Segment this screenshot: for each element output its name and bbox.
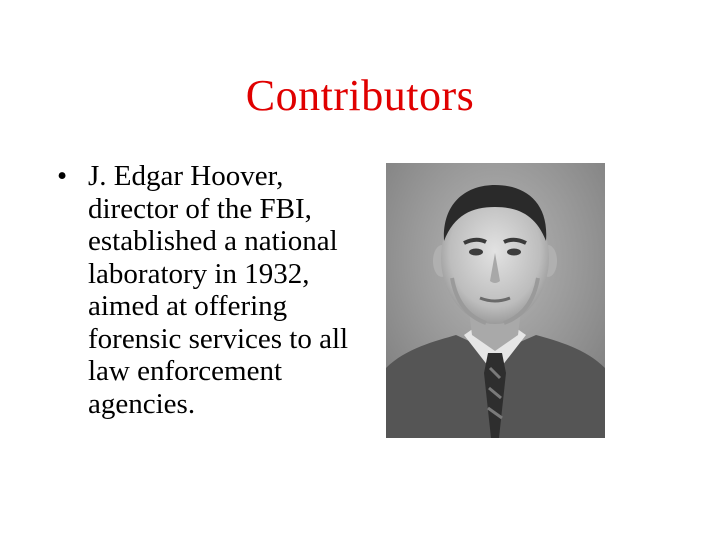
bullet-line: established a national	[88, 225, 338, 257]
bullet-marker: •	[57, 160, 68, 192]
slide-title: Contributors	[245, 71, 475, 120]
portrait-photo-icon	[386, 163, 605, 438]
bullet-line: laboratory in 1932,	[88, 257, 310, 290]
bullet-item	[88, 160, 388, 420]
bullet-line: J. Edgar Hoover,	[88, 160, 284, 192]
portrait-photo	[386, 163, 605, 438]
bullet-line: agencies.	[88, 387, 196, 420]
bullet-line: law enforcement	[88, 355, 283, 387]
bullet-line: director of the FBI,	[88, 192, 312, 225]
bullet-line: forensic services to all	[88, 322, 349, 355]
bullet-line: aimed at offering	[88, 290, 288, 322]
